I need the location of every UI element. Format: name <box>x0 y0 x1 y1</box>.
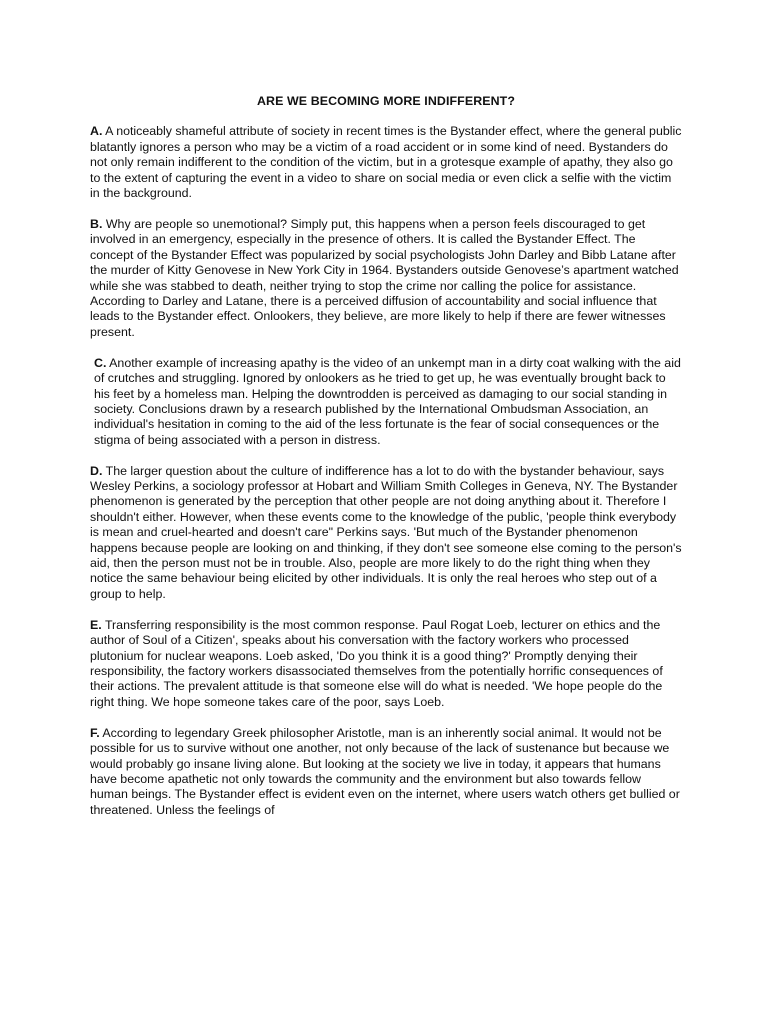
paragraph-a <box>90 124 682 201</box>
document-page <box>90 94 682 834</box>
paragraph-e <box>90 618 682 710</box>
paragraph-letter: B. <box>90 216 103 231</box>
paragraph-letter: C. <box>94 355 107 370</box>
paragraph-letter: D. <box>90 463 103 478</box>
paragraph-c <box>90 356 682 448</box>
paragraph-f <box>90 726 682 818</box>
paragraph-b <box>90 217 682 340</box>
paragraph-text: Transferring responsibility is the most common response. Paul Rogat Loeb, lecturer on ethics and the author of Soul of a Citizen', speaks about his conversation with the factory workers who processed plutonium for nuclear weapons. Loeb asked, 'Do you think it is a good thing?' Promptly denying their responsibility, the factory workers disassociated themselves from the potentially horrific consequences of their actions. The prevalent attitude is that someone else will do what is needed. 'We hope people do the right thing. We hope someone takes care of the poor, says Loeb. <box>90 617 663 709</box>
paragraph-text: According to legendary Greek philosopher Aristotle, man is an inherently social animal. It would not be possible for us to survive without one another, not only because of the lack of sustenance but because we would probably go insane living alone. But looking at the society we live in today, it appears that humans have become apathetic not only towards the community and the environment but also towards fellow human beings. The Bystander effect is evident even on the internet, where users watch others get bullied or threatened. Unless the feelings of <box>90 725 680 817</box>
paragraph-letter: F. <box>90 725 100 740</box>
document-title: ARE WE BECOMING MORE INDIFFERENT? <box>257 94 515 108</box>
paragraph-text: Another example of increasing apathy is the video of an unkempt man in a dirty coat walking with the aid of crutches and struggling. Ignored by onlookers as he tried to get up, he was eventually brought back to his feet by a homeless man. Helping the downtrodden is perceived as damaging to our social standing in society. Conclusions drawn by a research published by the International Ombudsman Association, an individual's hesitation in coming to the aid of the less fortunate is the fear of social consequences or the stigma of being associated with a person in distress. <box>94 355 681 447</box>
paragraph-text: Why are people so unemotional? Simply put, this happens when a person feels discouraged to get involved in an emergency, especially in the presence of others. It is called the Bystander Effect. The concept of the Bystander Effect was popularized by social psychologists John Darley and Bibb Latane after the murder of Kitty Genovese in New York City in 1964. Bystanders outside Genovese’s apartment watched while she was stabbed to death, neither trying to stop the crime nor calling the police for assistance. According to Darley and Latane, there is a perceived diffusion of accountability and social influence that leads to the Bystander effect. Onlookers, they believe, are more likely to help if there are fewer witnesses present. <box>90 216 679 339</box>
paragraph-d <box>90 464 682 603</box>
paragraph-text: A noticeably shameful attribute of society in recent times is the Bystander effect, where the general public blatantly ignores a person who may be a victim of a road accident or in some kind of need. Bystanders do not only remain indifferent to the condition of the victim, but in a grotesque example of apathy, they also go to the extent of capturing the event in a video to share on social media or even click a selfie with the victim in the background. <box>90 124 682 201</box>
paragraph-text: The larger question about the culture of indifference has a lot to do with the bystander behaviour, says Wesley Perkins, a sociology professor at Hobart and William Smith Colleges in Geneva, NY. The Bystander phenomenon is generated by the perception that other people are not doing anything about it. Therefore I shouldn't either. However, when these events come to the knowledge of the public, 'people think everybody is mean and cruel-hearted and doesn't care" Perkins says. 'But much of the Bystander phenomenon happens because people are looking on and thinking, if they don't see someone else coming to the person's aid, then the person must not be in trouble. Also, people are more likely to do the right thing when they notice the same behaviour being elicited by other individuals. It is only the real heroes who step out of a group to help. <box>90 463 682 601</box>
paragraph-letter: A. <box>90 124 103 139</box>
paragraph-letter: E. <box>90 617 102 632</box>
